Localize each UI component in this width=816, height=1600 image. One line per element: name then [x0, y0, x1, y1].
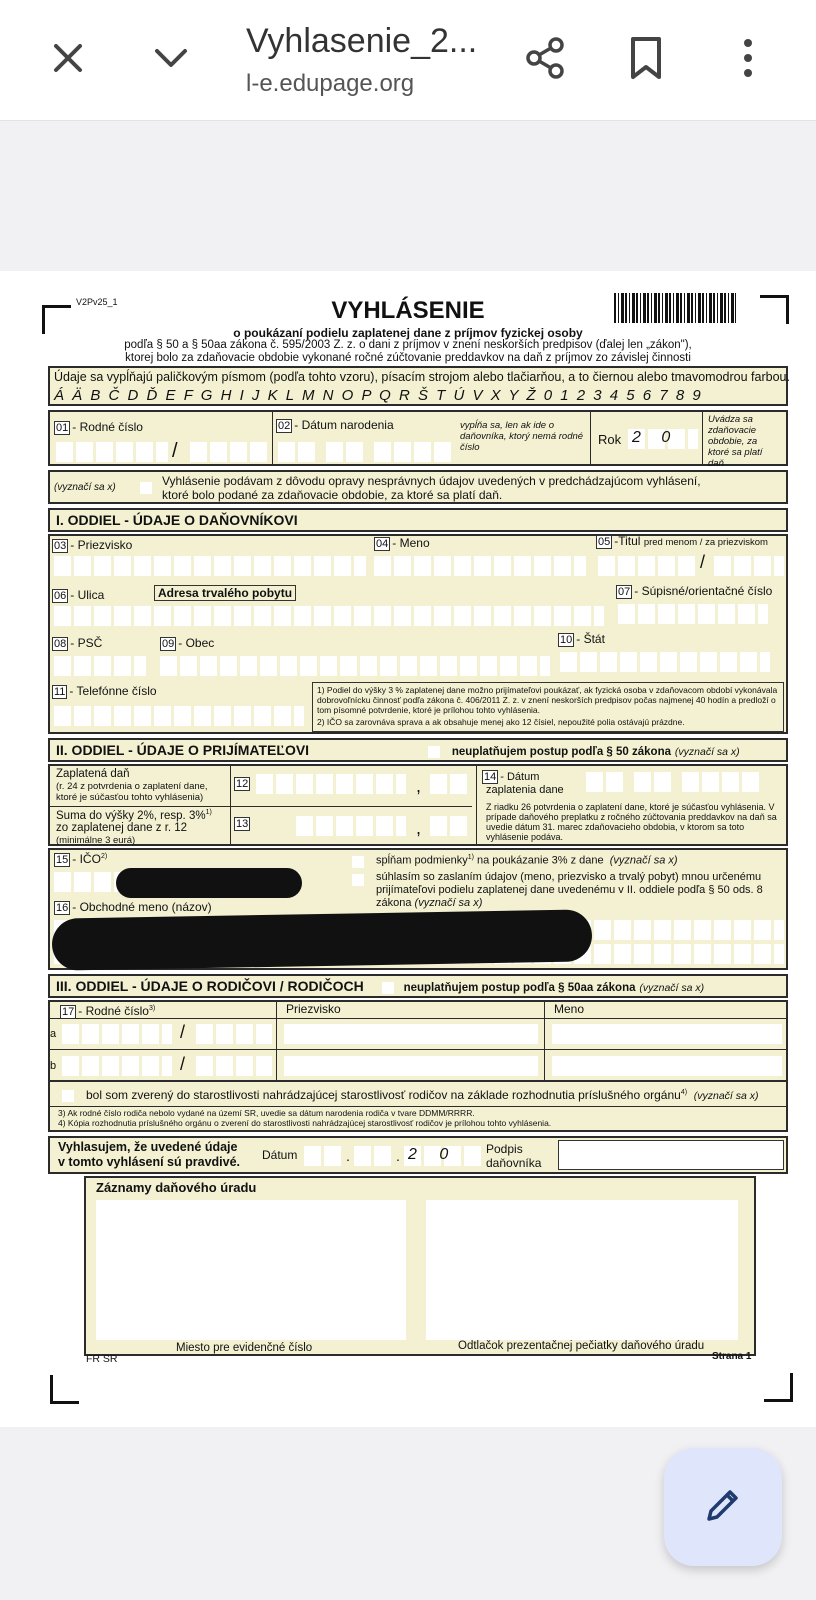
telefon-field[interactable] [54, 706, 304, 726]
bookmark-icon[interactable] [618, 30, 674, 86]
f17-label: Rodné číslo [85, 1004, 149, 1018]
rok-note: Uvádza sa zdaňovacie obdobie, za ktoré sa platí daň [708, 414, 763, 469]
podpis-datum-den[interactable] [304, 1146, 344, 1166]
fr-sr-label: FR SR [86, 1353, 118, 1365]
podpis-label-2: daňovníka [486, 1156, 542, 1170]
alphabet-sample: Á Ä B Č D Ď E F G H I J K L M N O P Q R Š T Ú V X Y Ž 0 1 2 3 4 5 6 7 8 9 [54, 387, 703, 404]
f14-label-2: zaplatenia dane [486, 784, 564, 796]
sec3-option-mark: (vyznačí sa x) [639, 982, 705, 994]
cond1-checkbox[interactable] [352, 856, 364, 868]
f11-label: Telefónne číslo [76, 684, 157, 698]
row-b-label: b [50, 1060, 57, 1072]
podpis-datum-year: 2 0 [408, 1146, 458, 1163]
section-2-title: II. ODDIEL - ÚDAJE O PRIJÍMATEĽOVI [56, 742, 310, 758]
col-meno: Meno [554, 1002, 585, 1016]
declaration-box: Vyhlasujem, že uvedené údaje v tomto vyhlásení sú pravdivé. Dátum . . 2 0 Podpis daňovníka [48, 1136, 788, 1174]
datum-label: Dátum [262, 1148, 298, 1162]
podpis-datum-mesiac[interactable] [354, 1146, 394, 1166]
datum-zaplatenia-rok[interactable] [682, 772, 762, 792]
f06-label: Ulica [77, 588, 105, 602]
note-3: 3) Ak rodné číslo rodiča nebolo vydané na území SR, uvedie sa dátum narodenia rodiča v tvare DDMM/RRRR. [58, 1108, 475, 1118]
podpis-label-1: Podpis [486, 1142, 523, 1156]
sec2-opt-checkbox[interactable] [428, 746, 440, 758]
zaplatena-dan-cents[interactable] [430, 774, 470, 794]
meno-field[interactable] [374, 556, 586, 576]
datum-den[interactable] [278, 442, 318, 462]
declaration-line-1: Vyhlasujem, že uvedené údaje [58, 1140, 238, 1154]
f08-label: PSČ [77, 636, 103, 650]
header-fields-box: 01 - Rodné číslo / 02 - Dátum narodenia vypĺňa sa, len ak ide o daňovníka, ktorý nemá rodné číslo Rok 2 0 Uvádza sa zdaňovacie obdobie, za ktoré sa platí daň [48, 410, 788, 466]
rodic-a-meno[interactable] [552, 1024, 782, 1044]
share-icon[interactable] [517, 30, 573, 86]
cond1-text-b: na poukázanie 3% z dane [477, 854, 604, 867]
titul-pred[interactable] [598, 556, 698, 576]
cond1-mark: (vyznačí sa x) [609, 854, 678, 867]
redaction [52, 909, 593, 970]
cond2-mark: (vyznačí sa x) [414, 897, 483, 909]
viewer-background [0, 121, 816, 271]
more-vert-icon[interactable] [720, 30, 776, 86]
miesto-label: Miesto pre evidenčné číslo [176, 1342, 313, 1354]
ulica-field[interactable] [54, 606, 604, 626]
peciatka-area [426, 1200, 738, 1340]
notes-box [312, 682, 784, 732]
correction-text-2: ktoré bolo podané za zdaňovacie obdobie, za ktoré sa platí daň. [162, 488, 503, 502]
crop-mark [764, 1373, 793, 1402]
crop-mark [50, 1375, 79, 1404]
rok-label: Rok [598, 432, 622, 447]
f13-note: (minimálne 3 eurá) [56, 835, 136, 846]
guardian-checkbox[interactable] [62, 1090, 74, 1102]
odtlacok-label: Odtlačok prezentačnej pečiatky daňového úradu [458, 1340, 705, 1352]
stat-field[interactable] [560, 652, 770, 672]
form-legal-basis: podľa § 50 a § 50aa zákona č. 595/2003 Z. z. o dani z príjmov v znení neskorších predpisov (ďalej len „zákon"), [124, 339, 692, 351]
f12-note: (r. 24 z potvrdenia o zaplatení dane, ktoré je súčasťou tohto vyhlásenia) [56, 781, 208, 803]
note-1: 1) Podiel do výšky 3 % zaplatenej dane možno prijímateľovi poukázať, ak fyzická osoba v zdaňovacom období vykonávala dobrovoľnícku činnosť podľa zákona č. 406/2011 Z. z. v znení neskorších predpisov počas najmenej 40 hodín a predloží o tom písomné potvrdenie, ktoré je prílohou tohto vyhlásenia. [317, 685, 778, 715]
form-title: VYHLÁSENIE [331, 297, 485, 324]
cond2-text-b: prijímateľovi podielu zaplatenej dane uvedenému v II. oddiele podľa § 50 ods. 8 [376, 884, 763, 896]
rodne-cislo-part1[interactable] [56, 442, 168, 462]
form-legal-basis-2: ktorej bolo za zdaňovacie obdobie vykonané ročné zúčtovanie preddavkov na daň z príjmov zo závislej činnosti [125, 352, 691, 364]
instructions-box [48, 366, 788, 406]
f02-note: vypĺňa sa, len ak ide o daňovníka, ktorý nemá rodné číslo [460, 420, 584, 453]
document-url: l-e.edupage.org [246, 70, 415, 97]
note-4: 4) Kópia rozhodnutia príslušného orgánu o zverení do starostlivosti nahrádzajúcej starostlivosť rodičov je prílohou tohto vyhlásenia. [58, 1118, 552, 1128]
declaration-line-2: v tomto vyhlásení sú pravdivé. [58, 1155, 241, 1169]
note-2: 2) IČO sa zarovnáva sprava a ak obsahuje menej ako 12 čísiel, nepoužité polia ostávajú prázdne. [317, 717, 685, 727]
section-3-heading [48, 974, 788, 998]
f09-label: Obec [185, 636, 215, 650]
row-a-label: a [50, 1028, 57, 1040]
titul-za[interactable] [714, 556, 784, 576]
close-icon[interactable] [40, 30, 96, 86]
datum-mesiac[interactable] [326, 442, 366, 462]
redaction [116, 868, 302, 898]
guardian-text: bol som zverený do starostlivosti nahrádzajúcej starostlivosť rodičov na základe rozhodnutia príslušného orgánu [86, 1088, 681, 1102]
rodic-b-rc2[interactable] [196, 1056, 272, 1076]
rodic-b-meno[interactable] [552, 1056, 782, 1076]
f04-label: Meno [399, 536, 430, 550]
form-subtitle: o poukázaní podielu zaplatenej dane z príjmov fyzickej osoby [233, 326, 583, 340]
priezvisko-field[interactable] [54, 556, 366, 576]
page-number: Strana 1 [712, 1351, 752, 1362]
guardian-box: bol som zverený do starostlivosti nahrádzajúcej starostlivosť rodičov na základe rozhodnutia príslušného orgánu$^{4)}$ (vyznačí sa x) 3) Ak rodné číslo rodiča nebolo vydané na území SR, uvedie sa dátum narodenia rodiča v tvare DDMM/RRRR. 4) Kópia rozhodnutia príslušného orgánu o zverení do starostlivosti nahrádzajúcej starostlivosť rodičov je prílohou tohto vyhlásenia. [48, 1082, 788, 1132]
rodic-a-rc1[interactable] [62, 1024, 172, 1044]
rodic-b-rc1[interactable] [62, 1056, 172, 1076]
supisne-cislo-field[interactable] [618, 604, 768, 624]
f13-label-2: zo zaplatenej dane z r. 12 [56, 822, 188, 834]
datum-zaplatenia-den[interactable] [586, 772, 626, 792]
cond2-text-c: zákona [376, 897, 412, 909]
rok-value: 2 0 [632, 429, 679, 446]
form-code: V2Pv25_1 [76, 297, 118, 307]
f01-label: Rodné číslo [79, 420, 143, 434]
evidencne-cislo-area [96, 1200, 406, 1340]
f03-label: Priezvisko [77, 538, 133, 552]
tax-office-records-box [84, 1176, 756, 1356]
document-title: Vyhlasenie_2... [246, 22, 478, 60]
top-app-bar [0, 0, 816, 121]
podpis-field[interactable] [558, 1140, 784, 1170]
section-2-amounts-box: Zaplatená daň (r. 24 z potvrdenia o zaplatení dane, ktoré je súčasťou tohto vyhlásenia) 12 , Suma do výšky 2%, resp. 3%$^{1)}$ zo zaplatenej dane z r. 12 (minimálne 3 eurá) 13 , 14 - Dátum zaplatenia dane Z riadku 26 potvrdenia o zaplatení dane, ktoré je súčasťou vyhlásenia. V prípade daňového preplatku z ročného zúčtovania preddavkov na daň sa uvedie dátum 31. marec zdaňovacieho obdobia, v ktorom sa toto vyhlásenie podáva. [48, 764, 788, 846]
rodne-cislo-part2[interactable] [190, 442, 270, 462]
sec3-opt-checkbox[interactable] [382, 982, 394, 994]
chevron-down-icon[interactable] [143, 30, 199, 86]
suma-field[interactable] [296, 816, 406, 836]
f05-label: Titul [618, 534, 641, 548]
f10-label: Štát [583, 632, 605, 646]
sec2-option: neuplatňujem postup podľa § 50 zákona [451, 746, 671, 758]
document-page[interactable] [0, 271, 816, 1427]
correction-checkbox[interactable] [140, 482, 152, 494]
obec-field[interactable] [160, 656, 550, 676]
datum-rok[interactable] [374, 442, 454, 462]
tax-office-records-title: Záznamy daňového úradu [96, 1180, 257, 1195]
correction-mark-note: (vyznačí sa x) [54, 482, 116, 493]
correction-text-1: Vyhlásenie podávam z dôvodu opravy nesprávnych údajov uvedených v predchádzajúcom vyhlásení, [162, 474, 701, 488]
f15-label: IČO [79, 852, 101, 866]
suma-cents[interactable] [430, 816, 470, 836]
edit-button[interactable] [664, 1448, 782, 1566]
section-2-recipient-box: 15 - IČO$^{2)}$ spĺňam podmienky$^{1)}$ na poukázanie 3% z dane (vyznačí sa x) súhlasím so zaslaním údajov (meno, priezvisko a trvalý pobyt) mnou určenému prijímateľovi podielu zaplatenej dane uvedenému v II. oddiele podľa § 50 ods. 8 zákona (vyznačí sa x) 16 - Obchodné meno (názov) [48, 848, 788, 970]
section-1-heading: I. ODDIEL - ÚDAJE O DAŇOVNÍKOVI [48, 508, 788, 532]
correction-box [48, 470, 788, 504]
sec2-option-mark: (vyznačí sa x) [674, 746, 740, 758]
f16-label: Obchodné meno (názov) [79, 900, 212, 914]
f14-note: Z riadku 26 potvrdenia o zaplatení dane, ktoré je súčasťou vyhlásenia. V prípade daňového preplatku z ročného zúčtovania preddavkov na daň sa uvedie dátum 31. marec zdaňovacieho obdobia, v ktorom sa toto vyhlásenie podáva. [486, 802, 777, 842]
cond2-checkbox[interactable] [352, 874, 364, 886]
edit-pencil-icon [701, 1483, 745, 1532]
rodic-a-rc2[interactable] [196, 1024, 272, 1044]
slash: / [172, 440, 178, 462]
f12-label: Zaplatená daň [56, 768, 130, 780]
f13-label: Suma do výšky 2%, resp. 3% [56, 809, 206, 822]
section-2-heading [48, 738, 788, 762]
col-priezvisko: Priezvisko [286, 1002, 341, 1016]
rodic-b-priezvisko[interactable] [284, 1056, 538, 1076]
cond1-text: spĺňam podmienky [376, 854, 468, 867]
zaplatena-dan-field[interactable] [256, 774, 406, 794]
f05-note: pred menom / za priezviskom [643, 537, 768, 548]
f07-label: Súpisné/orientačné číslo [641, 584, 773, 598]
sec3-option: neuplatňujem postup podľa § 50aa zákona [403, 982, 636, 994]
f14-label: Dátum [506, 771, 540, 783]
rodic-a-priezvisko[interactable] [284, 1024, 538, 1044]
adresa-label: Adresa trvalého pobytu [154, 585, 296, 601]
guardian-mark: (vyznačí sa x) [693, 1090, 759, 1102]
f02-label: Dátum narodenia [301, 418, 394, 432]
instructions-text: Údaje sa vypĺňajú paličkovým písmom (podľa tohto vzoru), písacím strojom alebo tlačiarňou, a to čiernou alebo tmavomodrou farbou. [54, 370, 790, 384]
datum-zaplatenia-mesiac[interactable] [634, 772, 674, 792]
psc-field[interactable] [54, 656, 146, 676]
section-3-title: III. ODDIEL - ÚDAJE O RODIČOVI / RODIČOCH [56, 978, 364, 994]
section-3-box: 17 - Rodné číslo$^{3)}$ Priezvisko Meno a / b / [48, 1000, 788, 1082]
cond2-text-a: súhlasím so zaslaním údajov (meno, priezvisko a trvalý pobyt) mnou určenému [376, 871, 762, 883]
section-1-box: 03 - Priezvisko 04 - Meno 05 -Titul pred menom / za priezviskom / 06 - Ulica Adresa trvalého pobytu 07 - Súpisné/orientačné číslo 08 - PSČ 09 - Obec 10 - Štát 11 - Telefónne číslo 1) Podiel do výšky 3 % zaplatenej dane možno prijímateľovi poukázať, ak fyzická osoba v zdaňovacom období vykonávala dobrovoľnícku činnosť podľa zákona č. 406/2011 Z. z. v znení neskorších predpisov počas najmenej 40 hodín a predloží o tom písomné potvrdenie, ktoré je prílohou tohto vyhlásenia. 2) IČO sa zarovnáva sprava a ak obsahuje menej ako 12 čísiel, nepoužité polia ostávajú prázdne. [48, 534, 788, 734]
